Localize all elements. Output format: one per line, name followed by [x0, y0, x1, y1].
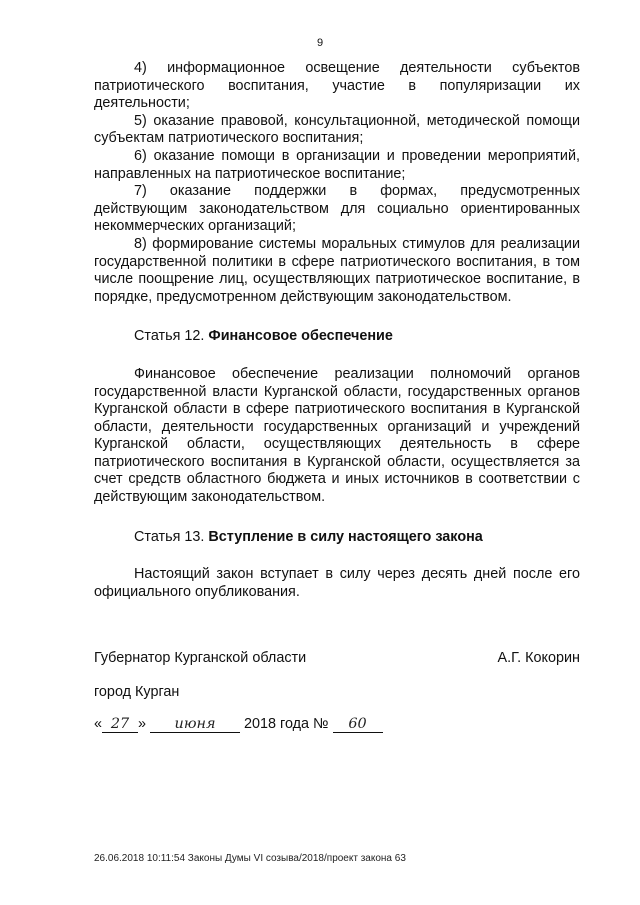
- article-13-heading: [94, 529, 580, 547]
- signatory-position: Губернатор Курганской области: [94, 650, 307, 666]
- article-label: Статья 13.: [134, 528, 205, 545]
- list-item: 8) формирование системы моральных стимулов для реализации государственной политики в сфере патриотического воспитания, в том числе поощрение лиц, осуществляющих патриотическое воспитание, в порядке, предусмотренном действующим законодательством.: [94, 235, 580, 305]
- number-handwritten: 60: [333, 716, 383, 733]
- article-12-heading: [94, 328, 580, 346]
- document-body: [94, 60, 580, 601]
- article-13-text: Настоящий закон вступает в силу через десять дней после его официального опубликования.: [94, 566, 580, 600]
- close-quote: »: [138, 716, 147, 732]
- list-item: 7) оказание поддержки в формах, предусмотренных действующим законодательством для социально ориентированных некоммерческих организаций;: [94, 183, 580, 235]
- list-item: 6) оказание помощи в организации и проведении мероприятий, направленных на патриотическое воспитание;: [94, 147, 580, 182]
- list-item: 5) оказание правовой, консультационной, методической помощи субъектам патриотического воспитания;: [94, 112, 580, 147]
- article-title: Финансовое обеспечение: [208, 328, 393, 345]
- date-line: [94, 716, 383, 733]
- article-title: Вступление в силу настоящего закона: [208, 528, 483, 545]
- footer-text: 26.06.2018 10:11:54 Законы Думы VI созыва/2018/проект закона 63: [94, 853, 406, 864]
- page-number: 9: [316, 37, 324, 49]
- list-item: 4) информационное освещение деятельности субъектов патриотического воспитания, участие в популяризации их деятельности;: [94, 60, 580, 112]
- article-12-text: Финансовое обеспечение реализации полномочий органов государственной власти Курганской области, государственных органов Курганской области в сфере патриотического воспитания в Курганской области, деятельности государственных организаций и учреждений Курганской области, осуществляющих деятельность в сфере патриотического воспитания в Курганской области, осуществляется за счет средств областного бюджета и иных источников в соответствии с действующим законодательством.: [94, 365, 580, 506]
- open-quote: «: [94, 716, 103, 732]
- article-label: Статья 12.: [134, 328, 205, 345]
- day-handwritten: 27: [102, 716, 138, 733]
- month-handwritten: июня: [150, 716, 240, 733]
- year-text: 2018 года №: [244, 716, 329, 732]
- signatory-name: А.Г. Кокорин: [497, 650, 580, 666]
- city-line: город Курган: [94, 684, 180, 700]
